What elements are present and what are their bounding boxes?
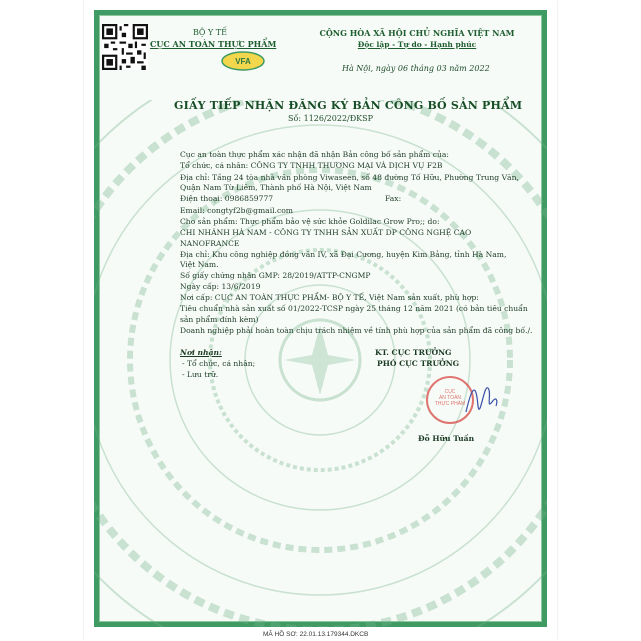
stamp-line-2: AN TOÀN (438, 395, 462, 401)
address-line-1: Địa chỉ: Tầng 24 tòa nhà văn phòng Viwaseen, số 48 đường Tố Hữu, Phường Trung Văn, (180, 173, 519, 182)
signer-role: KT. CỤC TRƯỞNG (375, 348, 452, 357)
recipient-2: - Lưu trữ. (182, 370, 219, 379)
republic-name: CỘNG HÒA XÃ HỘI CHỦ NGHĨA VIỆT NAM (319, 28, 515, 38)
ministry-name: BỘ Y TẾ (193, 28, 227, 37)
handwritten-signature (462, 376, 500, 420)
gmp-number: Số giấy chứng nhận GMP: 28/2019/ATTP-CNGMP (180, 271, 371, 280)
document-title: GIẤY TIẾP NHẬN ĐĂNG KÝ BẢN CÔNG BỐ SẢN PHẨM (174, 99, 523, 112)
email-line: Email: congtyf2b@gmail.com (180, 206, 294, 215)
manufacturer-address-2: Việt Nam. (180, 260, 219, 269)
standard-line-1: Tiêu chuẩn nhà sản xuất số 01/2022-TCSP ngày 25 tháng 12 năm 2021 (có bản tiêu chuẩn (180, 304, 528, 313)
gmp-issuer: Nơi cấp: CỤC AN TOÀN THỰC PHẨM- BỘ Y TẾ, Việt Nam sản xuất, phù hợp: (180, 293, 479, 302)
address-line-2: Quận Nam Từ Liêm, Thành phố Hà Nội, Việt Nam (180, 183, 372, 192)
issue-date: Hà Nội, ngày 06 tháng 03 năm 2022 (342, 64, 490, 73)
product-line: Cho sản phẩm: Thực phẩm bảo vệ sức khỏe Goldilac Grow Pro;; do: (180, 217, 440, 226)
organization-line: Tổ chức, cá nhân: CÔNG TY TNHH THƯƠNG MẠI VÀ DỊCH VỤ F2B (180, 161, 443, 170)
gmp-date: Ngày cấp: 13/6/2019 (180, 282, 261, 291)
vfa-logo (220, 50, 266, 72)
manufacturer-line-2: NANOFRANCE (180, 239, 240, 248)
agency-name: CỤC AN TOÀN THỰC PHẨM (150, 39, 277, 49)
recipients-label: Nơi nhận: (180, 348, 222, 357)
stamp-line-3: THỰC PHẨM (434, 401, 466, 407)
phone-line: Điện thoại: 0986859777 (180, 194, 274, 203)
document-number: Số: 1126/2022/ĐKSP (288, 114, 374, 123)
signer-title: PHÓ CỤC TRƯỞNG (377, 359, 460, 368)
signer-name: Đỗ Hữu Tuấn (418, 434, 475, 443)
vfa-logo-text: VFA (235, 57, 251, 66)
national-motto: Độc lập - Tự do - Hạnh phúc (357, 40, 477, 49)
stamp-line-1: CỤC (444, 389, 456, 395)
body-intro: Cục an toàn thực phẩm xác nhận đã nhận Bản công bố sản phẩm của: (180, 150, 449, 159)
recipient-1: - Tổ chức, cá nhân; (182, 359, 256, 368)
responsibility-statement: Doanh nghiệp phải hoàn toàn chịu trách nhiệm về tính phù hợp của sản phẩm đã công bố./. (180, 326, 533, 335)
manufacturer-line-1: CHI NHÁNH HÀ NAM - CÔNG TY TNHH SẢN XUẤT DP CÔNG NGHỆ CAO (180, 228, 472, 237)
standard-line-2: sản phẩm đính kèm) (180, 315, 259, 324)
manufacturer-address-1: Địa chỉ: Khu công nghiệp đồng văn IV, xã Đại Cương, huyện Kim Bảng, tỉnh Hà Nam, (180, 250, 507, 259)
qr-code (102, 24, 148, 70)
fax-line: Fax: (385, 194, 402, 203)
dossier-code: MÃ HỒ SƠ: 22.01.13.179344.DKCB (263, 631, 369, 638)
